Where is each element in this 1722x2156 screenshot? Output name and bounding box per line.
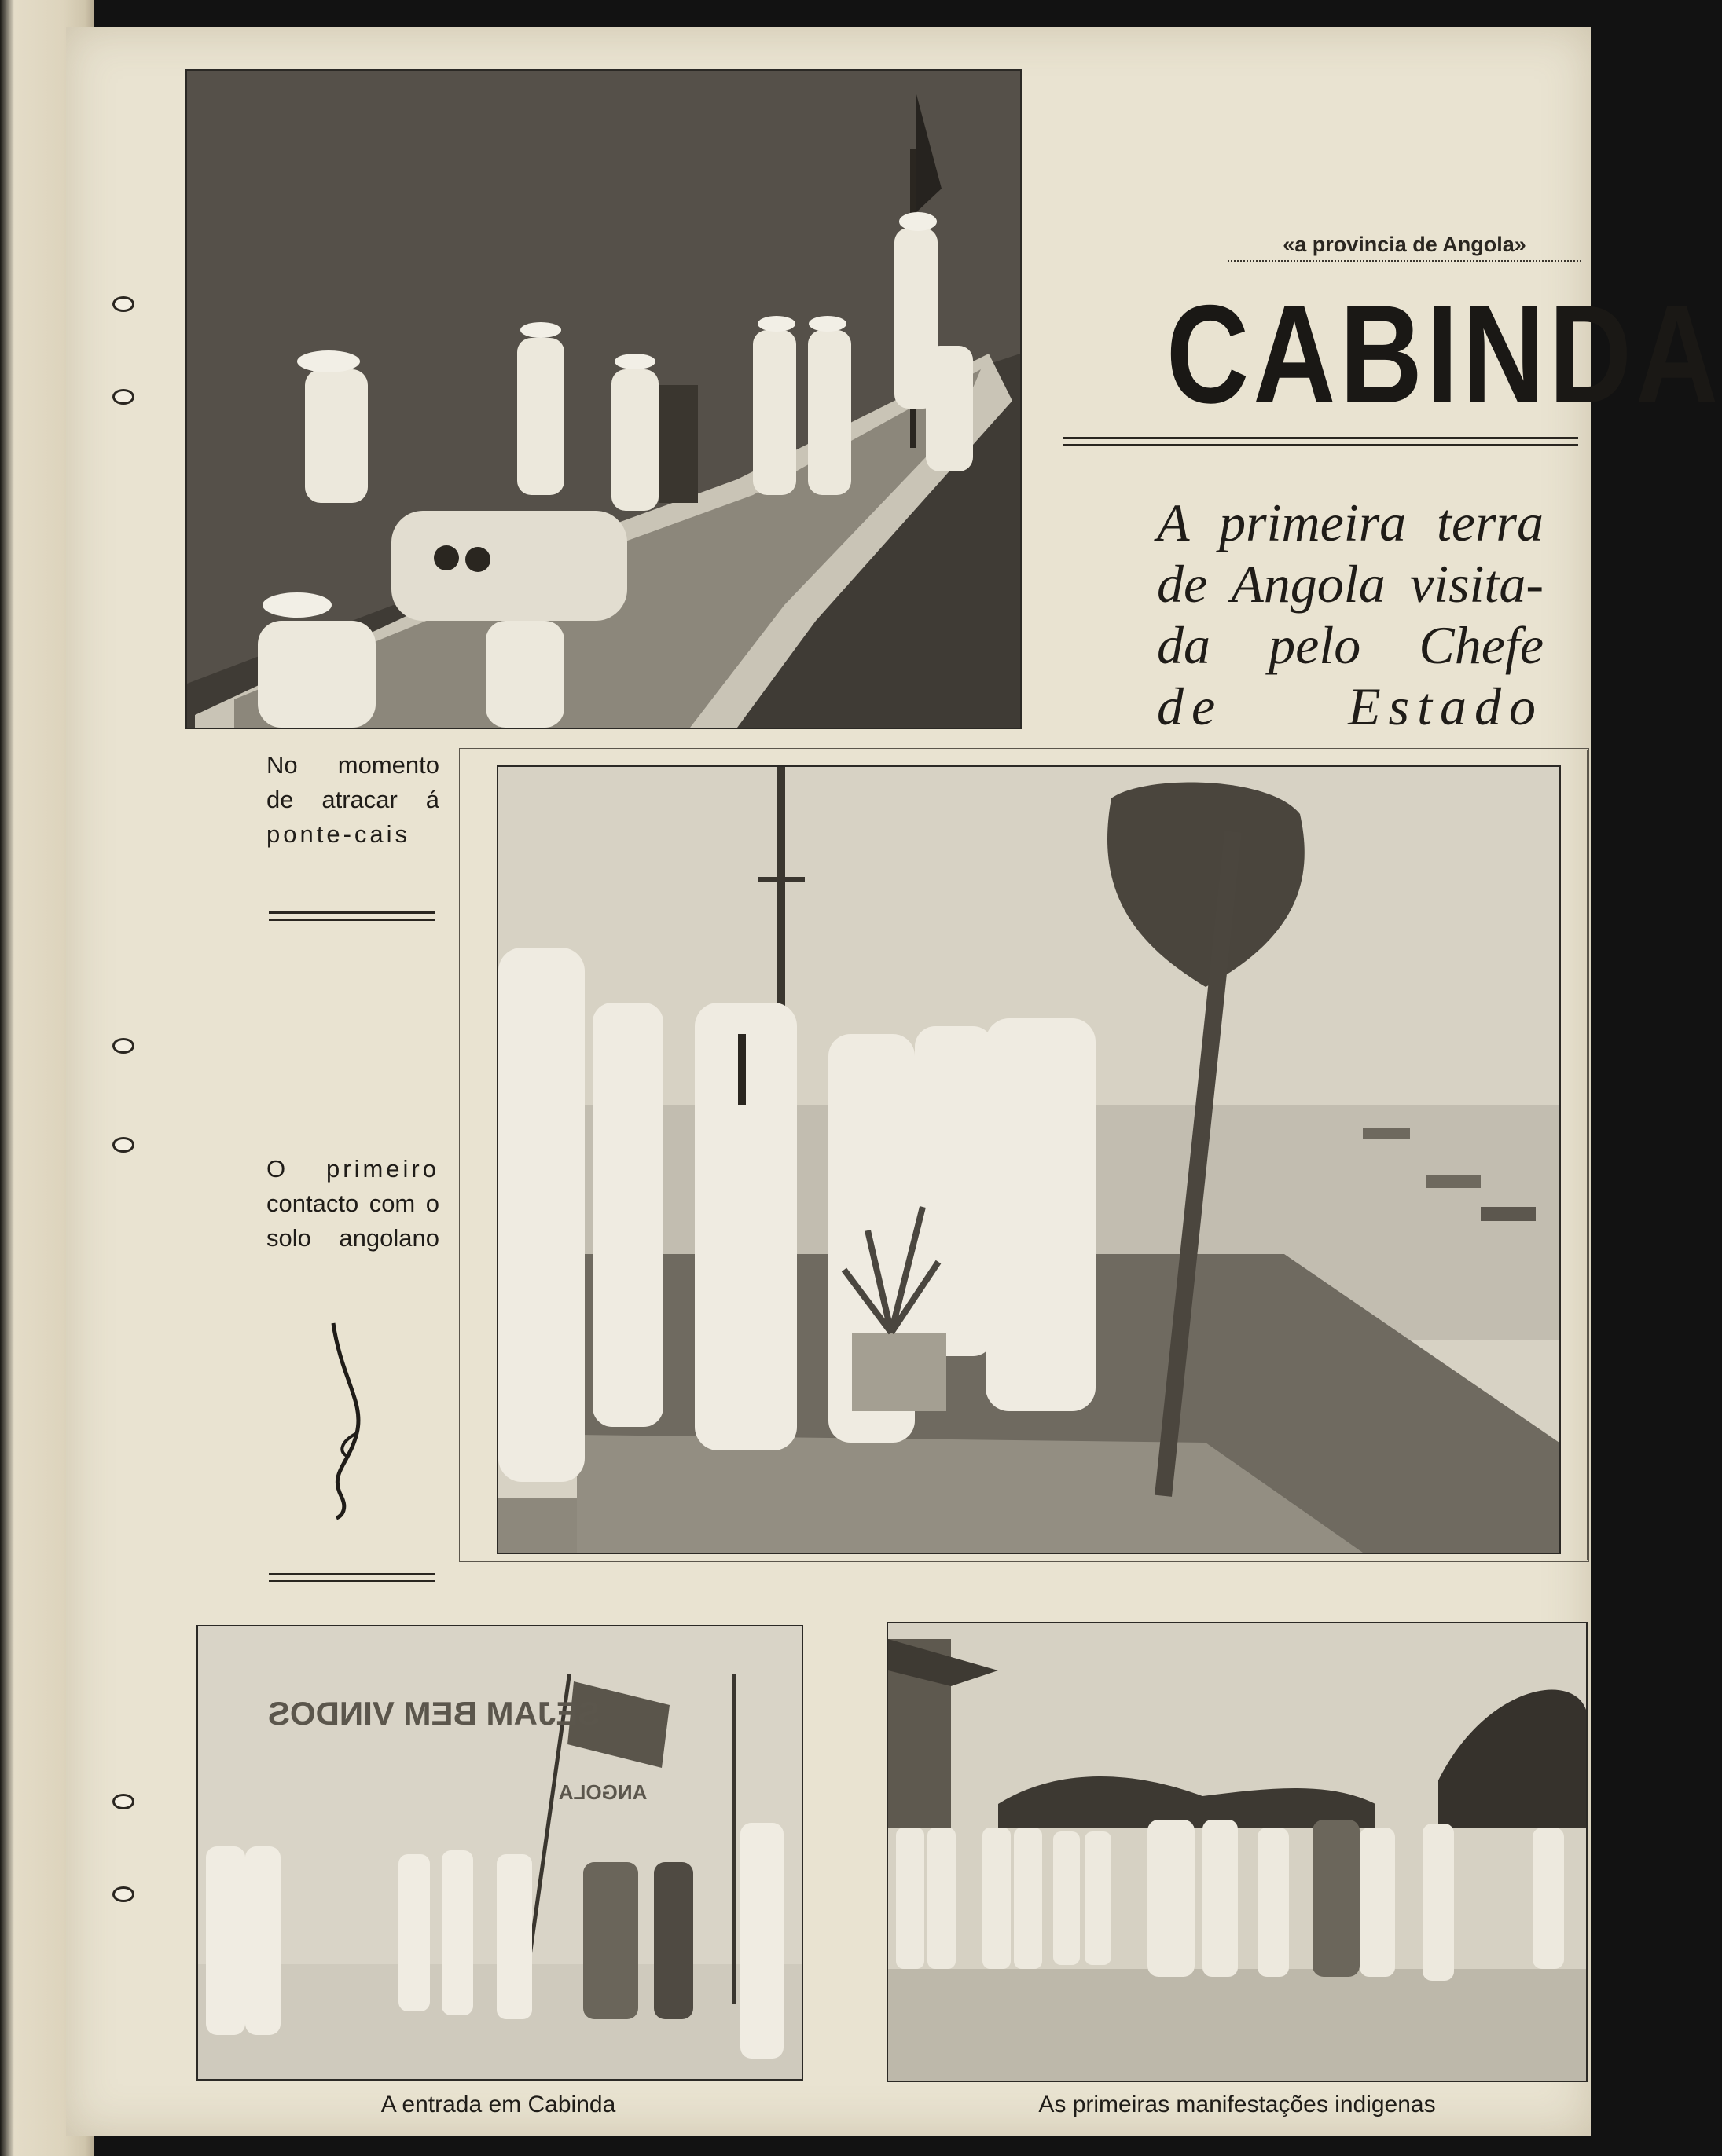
binding-hole — [115, 1139, 132, 1150]
binding-hole — [115, 299, 132, 310]
ornament-flourish — [325, 1315, 373, 1520]
caption-line: ponte-cais — [266, 820, 411, 848]
photo-first-contact — [497, 765, 1561, 1554]
binding-hole — [115, 391, 132, 402]
caption-first-contact — [266, 1152, 439, 1256]
caption-entrance: A entrada em Cabinda — [380, 2092, 616, 2118]
caption-line: O primeiro — [266, 1155, 439, 1182]
caption-line: de atracar á — [266, 786, 439, 813]
title-rule — [1063, 437, 1578, 446]
subtitle-line: A primeira terra — [1157, 493, 1544, 552]
caption-indigenous: As primeiras manifestações indigenas — [1038, 2092, 1436, 2118]
subtitle-line: de Angola visita- — [1157, 554, 1544, 614]
photo-entrance-cabinda — [196, 1625, 803, 2081]
subtitle-line: da pelo Chefe — [1157, 615, 1544, 675]
page-title: CABINDA — [1166, 276, 1722, 432]
photo-indigenous-gathering — [887, 1622, 1588, 2082]
caption-line: solo angolano — [266, 1224, 439, 1252]
caption-rule — [269, 911, 435, 921]
caption-line: contacto com o — [266, 1190, 439, 1217]
binding-hole — [115, 1889, 132, 1900]
welcome-banner-text: SEJAM BEM VINDOS — [267, 1695, 600, 1732]
caption-rule — [269, 1573, 435, 1582]
subtitle-line: de Estado — [1157, 676, 1544, 736]
photo-boat-docking — [185, 69, 1022, 729]
page-subtitle — [1157, 492, 1544, 737]
binding-hole — [115, 1040, 132, 1051]
caption-docking — [266, 748, 439, 852]
magazine-tag: «a provincia de Angola» — [1228, 233, 1581, 262]
magazine-page — [66, 27, 1722, 2136]
caption-line: No momento — [266, 751, 439, 779]
binding-hole — [115, 1796, 132, 1807]
angola-sign-text: ANGOLA — [558, 1780, 648, 1804]
